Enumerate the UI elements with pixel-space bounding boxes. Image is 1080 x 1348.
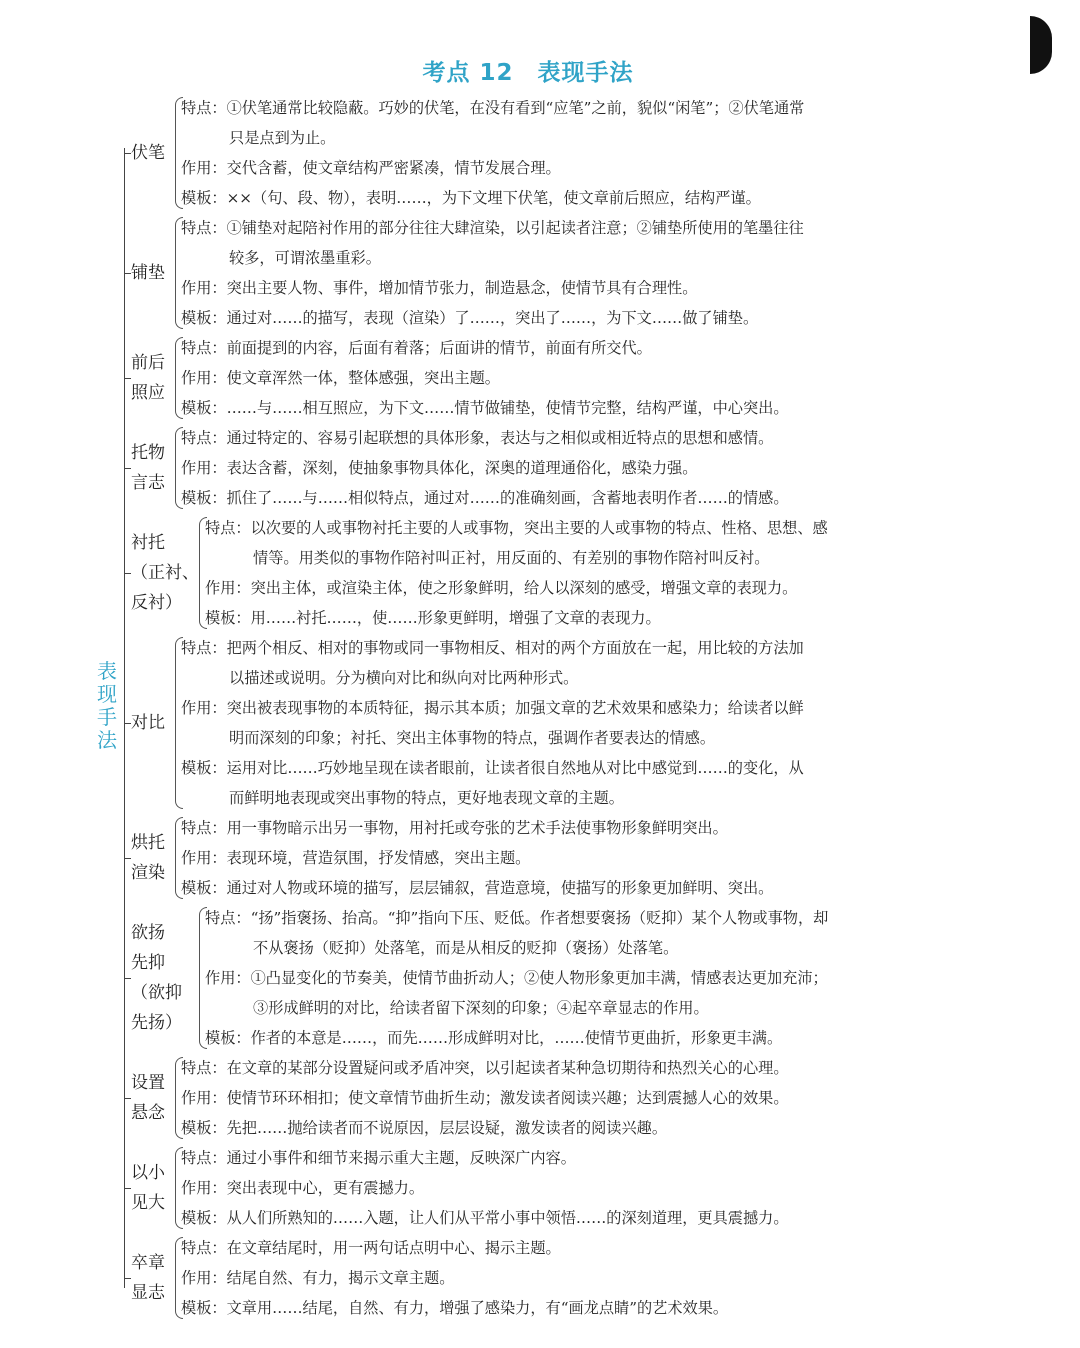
item-label: 作用： xyxy=(181,1089,227,1107)
item-text: “扬”指褒扬、抬高。“抑”指向下压、贬低。作者想要褒扬（贬抑）某个人物或事物，却 xyxy=(250,909,829,927)
category-items xyxy=(181,633,804,813)
item-text: 突出表现中心，更有震撼力。 xyxy=(226,1179,424,1197)
item-line xyxy=(181,1143,789,1173)
item-line xyxy=(181,693,804,723)
item-line xyxy=(181,423,789,453)
item-line xyxy=(205,573,828,603)
item-text: 文章用……结尾，自然、有力，增强了感染力，有“画龙点睛”的艺术效果。 xyxy=(226,1299,729,1317)
item-text: 使情节环环相扣；使文章情节曲折生动；激发读者阅读兴趣；达到震撼人心的效果。 xyxy=(226,1089,789,1107)
category-name-line: 言志 xyxy=(131,473,165,493)
category-items xyxy=(205,903,828,1053)
item-line xyxy=(181,1083,789,1113)
item-text: 结尾自然、有力，揭示文章主题。 xyxy=(226,1269,455,1287)
category-name xyxy=(131,438,165,498)
category-name-line: 欲扬 xyxy=(131,923,165,943)
item-line xyxy=(181,363,789,393)
item-label: 模板： xyxy=(181,759,227,777)
item-label: 特点： xyxy=(181,1149,227,1167)
category-name-line: 照应 xyxy=(131,383,165,403)
category-name xyxy=(131,828,165,888)
item-label: 作用： xyxy=(181,369,227,387)
item-line xyxy=(181,1053,789,1083)
root-label-char: 法 xyxy=(97,728,117,752)
category-name-line: 衬托 xyxy=(131,533,165,553)
item-label: 特点： xyxy=(181,819,227,837)
item-text: 突出主要人物、事件，增加情节张力，制造悬念，使情节具有合理性。 xyxy=(226,279,698,297)
item-continuation-line xyxy=(205,543,828,573)
category-name-line: 前后 xyxy=(131,353,165,373)
root-label-char: 手 xyxy=(97,705,117,729)
branch-connector xyxy=(124,378,131,379)
item-label: 特点： xyxy=(181,1239,227,1257)
item-continuation-line xyxy=(181,723,804,753)
item-text: 运用对比……巧妙地呈现在读者眼前，让读者很自然地从对比中感觉到……的变化，从 xyxy=(226,759,804,777)
section xyxy=(124,903,964,1053)
item-text: 突出主体，或渲染主体，使之形象鲜明，给人以深刻的感受，增强文章的表现力。 xyxy=(250,579,798,597)
item-text: 从人们所熟知的……入题，让人们从平常小事中领悟……的深刻道理，更具震撼力。 xyxy=(226,1209,789,1227)
item-line xyxy=(205,513,828,543)
category-name xyxy=(131,528,199,618)
section xyxy=(124,813,964,903)
item-label: 作用： xyxy=(181,699,227,717)
category-items xyxy=(181,423,789,513)
item-text: 先把……抛给读者而不说原因，层层设疑，激发读者的阅读兴趣。 xyxy=(226,1119,667,1137)
item-text: 只是点到为止。 xyxy=(229,129,336,147)
category-name-line: 伏笔 xyxy=(131,143,165,163)
category-items xyxy=(181,333,789,423)
item-label: 作用： xyxy=(181,849,227,867)
root-label-char: 现 xyxy=(97,682,117,706)
category-name-line: 先扬） xyxy=(131,1013,182,1033)
item-text: ××（句、段、物），表明……，为下文埋下伏笔，使文章前后照应，结构严谨。 xyxy=(226,189,761,207)
item-label: 模板： xyxy=(181,309,227,327)
section xyxy=(124,1053,964,1143)
item-continuation-line xyxy=(205,993,828,1023)
item-text: 前面提到的内容，后面有着落；后面讲的情节，前面有所交代。 xyxy=(226,339,652,357)
item-label: 特点： xyxy=(181,1059,227,1077)
item-text: ③形成鲜明的对比，给读者留下深刻的印象；④起卒章显志的作用。 xyxy=(253,999,709,1017)
item-text: 而鲜明地表现或突出事物的特点，更好地表现文章的主题。 xyxy=(229,789,624,807)
item-label: 作用： xyxy=(181,1269,227,1287)
item-label: 模板： xyxy=(181,879,227,897)
item-label: 作用： xyxy=(205,969,251,987)
category-name xyxy=(131,138,165,168)
category-name-line: 铺垫 xyxy=(131,263,165,283)
category-items xyxy=(205,513,828,633)
item-continuation-line xyxy=(181,663,804,693)
item-continuation-line xyxy=(205,933,828,963)
item-label: 模板： xyxy=(205,1029,251,1047)
item-text: 作者的本意是……，而先……形成鲜明对比，……使情节更曲折，形象更丰满。 xyxy=(250,1029,783,1047)
item-label: 特点： xyxy=(205,519,251,537)
item-label: 作用： xyxy=(181,459,227,477)
item-label: 作用： xyxy=(181,279,227,297)
category-items xyxy=(181,1143,789,1233)
item-text: 通过特定的、容易引起联想的具体形象，表达与之相似或相近特点的思想和感情。 xyxy=(226,429,774,447)
item-label: 模板： xyxy=(181,1119,227,1137)
category-name-line: 先抑 xyxy=(131,953,165,973)
section xyxy=(124,333,964,423)
item-text: 通过对……的描写，表现（渲染）了……，突出了……，为下文……做了铺垫。 xyxy=(226,309,759,327)
item-label: 模板： xyxy=(181,399,227,417)
item-label: 特点： xyxy=(181,639,227,657)
item-line xyxy=(181,873,773,903)
item-text: 在文章结尾时，用一两句话点明中心、揭示主题。 xyxy=(226,1239,561,1257)
item-line xyxy=(181,153,804,183)
item-line xyxy=(205,903,828,933)
item-label: 作用： xyxy=(181,1179,227,1197)
item-line xyxy=(181,93,804,123)
item-line xyxy=(181,633,804,663)
branch-connector xyxy=(124,273,131,274)
category-name xyxy=(131,348,165,408)
page-title: 考点 12 表现手法 xyxy=(422,60,634,86)
item-label: 模板： xyxy=(181,1209,227,1227)
item-text: 表现环境，营造氛围，抒发情感，突出主题。 xyxy=(226,849,531,867)
item-text: ①伏笔通常比较隐蔽。巧妙的伏笔，在没有看到“应笔”之前，貌似“闲笔”；②伏笔通常 xyxy=(226,99,805,117)
category-name-line: 显志 xyxy=(131,1283,165,1303)
item-text: 在文章的某部分设置疑问或矛盾冲突，以引起读者某种急切期待和热烈关心的心理。 xyxy=(226,1059,789,1077)
item-label: 作用： xyxy=(205,579,251,597)
item-line xyxy=(181,273,804,303)
category-name xyxy=(131,1158,165,1218)
item-line xyxy=(181,333,789,363)
item-text: 用……衬托……，使……形象更鲜明，增强了文章的表现力。 xyxy=(250,609,661,627)
category-items xyxy=(181,213,804,333)
category-name-line: 卒章 xyxy=(131,1253,165,1273)
category-name xyxy=(131,1068,165,1128)
item-text: 用一事物暗示出另一事物，用衬托或夸张的艺术手法使事物形象鲜明突出。 xyxy=(226,819,728,837)
item-text: 使文章浑然一体，整体感强，突出主题。 xyxy=(226,369,500,387)
category-name-line: 见大 xyxy=(131,1193,165,1213)
item-line xyxy=(205,963,828,993)
section xyxy=(124,93,964,213)
item-text: 以次要的人或事物衬托主要的人或事物，突出主要的人或事物的特点、性格、思想、感 xyxy=(250,519,828,537)
category-name-line: 托物 xyxy=(131,443,165,463)
item-line xyxy=(181,1113,789,1143)
item-line xyxy=(181,753,804,783)
item-text: 表达含蓄，深刻，使抽象事物具体化，深奥的道理通俗化，感染力强。 xyxy=(226,459,698,477)
item-text: 把两个相反、相对的事物或同一事物相反、相对的两个方面放在一起，用比较的方法加 xyxy=(226,639,804,657)
item-label: 作用： xyxy=(181,159,227,177)
item-text: 较多，可谓浓墨重彩。 xyxy=(229,249,381,267)
item-text: ……与……相互照应，为下文……情节做铺垫，使情节完整，结构严谨，中心突出。 xyxy=(226,399,789,417)
category-name xyxy=(131,708,165,738)
item-line xyxy=(181,483,789,513)
category-name-line: 反衬） xyxy=(131,593,182,613)
category-name-line: 烘托 xyxy=(131,833,165,853)
item-label: 特点： xyxy=(181,429,227,447)
item-line xyxy=(181,213,804,243)
item-text: 情等。用类似的事物作陪衬叫正衬，用反面的、有差别的事物作陪衬叫反衬。 xyxy=(253,549,770,567)
category-name-line: 对比 xyxy=(131,713,165,733)
category-name-line: 悬念 xyxy=(131,1103,165,1123)
item-text: 通过小事件和细节来揭示重大主题，反映深广内容。 xyxy=(226,1149,576,1167)
section xyxy=(124,1233,964,1323)
item-text: 明而深刻的印象；衬托、突出主体事物的特点，强调作者要表达的情感。 xyxy=(229,729,715,747)
category-name-line: （正衬、 xyxy=(131,563,199,583)
category-name-line: （欲抑 xyxy=(131,983,182,1003)
category-name-line: 渲染 xyxy=(131,863,165,883)
item-label: 特点： xyxy=(181,99,227,117)
item-text: 交代含蓄，使文章结构严密紧凑，情节发展合理。 xyxy=(226,159,561,177)
branch-connector xyxy=(124,1278,131,1279)
category-name xyxy=(131,918,182,1038)
category-items xyxy=(181,93,804,213)
branch-connector xyxy=(124,978,131,979)
branch-connector xyxy=(124,723,131,724)
item-label: 模板： xyxy=(205,609,251,627)
item-line xyxy=(181,1173,789,1203)
item-text: ①凸显变化的节奏美，使情节曲折动人；②使人物形象更加丰满，情感表达更加充沛； xyxy=(250,969,828,987)
item-label: 特点： xyxy=(205,909,251,927)
branch-connector xyxy=(124,468,131,469)
branch-connector xyxy=(124,573,131,574)
item-label: 特点： xyxy=(181,339,227,357)
item-text: 通过对人物或环境的描写，层层铺叙，营造意境，使描写的形象更加鲜明、突出。 xyxy=(226,879,774,897)
item-line xyxy=(181,843,773,873)
item-text: 抓住了……与……相似特点，通过对……的准确刻画，含蓄地表明作者……的情感。 xyxy=(226,489,789,507)
section xyxy=(124,213,964,333)
section xyxy=(124,513,964,633)
category-name-line: 设置 xyxy=(131,1073,165,1093)
root-label xyxy=(94,660,120,752)
item-label: 模板： xyxy=(181,1299,227,1317)
item-continuation-line xyxy=(181,243,804,273)
branch-connector xyxy=(124,1098,131,1099)
item-line xyxy=(181,1263,728,1293)
category-name xyxy=(131,1248,165,1308)
item-continuation-line xyxy=(181,783,804,813)
item-line xyxy=(205,1023,828,1053)
branch-connector xyxy=(124,858,131,859)
item-text: 以描述或说明。分为横向对比和纵向对比两种形式。 xyxy=(229,669,579,687)
item-text: ①铺垫对起陪衬作用的部分往往大肆渲染，以引起读者注意；②铺垫所使用的笔墨往往 xyxy=(226,219,804,237)
item-line xyxy=(181,1203,789,1233)
item-line xyxy=(181,183,804,213)
item-line xyxy=(181,303,804,333)
item-line xyxy=(205,603,828,633)
category-items xyxy=(181,813,773,903)
item-label: 模板： xyxy=(181,489,227,507)
branch-connector xyxy=(124,153,131,154)
category-name-line: 以小 xyxy=(131,1163,165,1183)
item-line xyxy=(181,1233,728,1263)
section xyxy=(124,1143,964,1233)
item-line xyxy=(181,393,789,423)
item-line xyxy=(181,1293,728,1323)
item-text: 突出被表现事物的本质特征，揭示其本质；加强文章的艺术效果和感染力；给读者以鲜 xyxy=(226,699,804,717)
branch-connector xyxy=(124,1188,131,1189)
section xyxy=(124,633,964,813)
category-items xyxy=(181,1053,789,1143)
root-label-char: 表 xyxy=(97,659,117,683)
section xyxy=(124,423,964,513)
item-continuation-line xyxy=(181,123,804,153)
item-line xyxy=(181,453,789,483)
category-items xyxy=(181,1233,728,1323)
item-text: 不从褒扬（贬抑）处落笔，而是从相反的贬抑（褒扬）处落笔。 xyxy=(253,939,679,957)
item-line xyxy=(181,813,773,843)
category-name xyxy=(131,258,165,288)
item-label: 模板： xyxy=(181,189,227,207)
item-label: 特点： xyxy=(181,219,227,237)
